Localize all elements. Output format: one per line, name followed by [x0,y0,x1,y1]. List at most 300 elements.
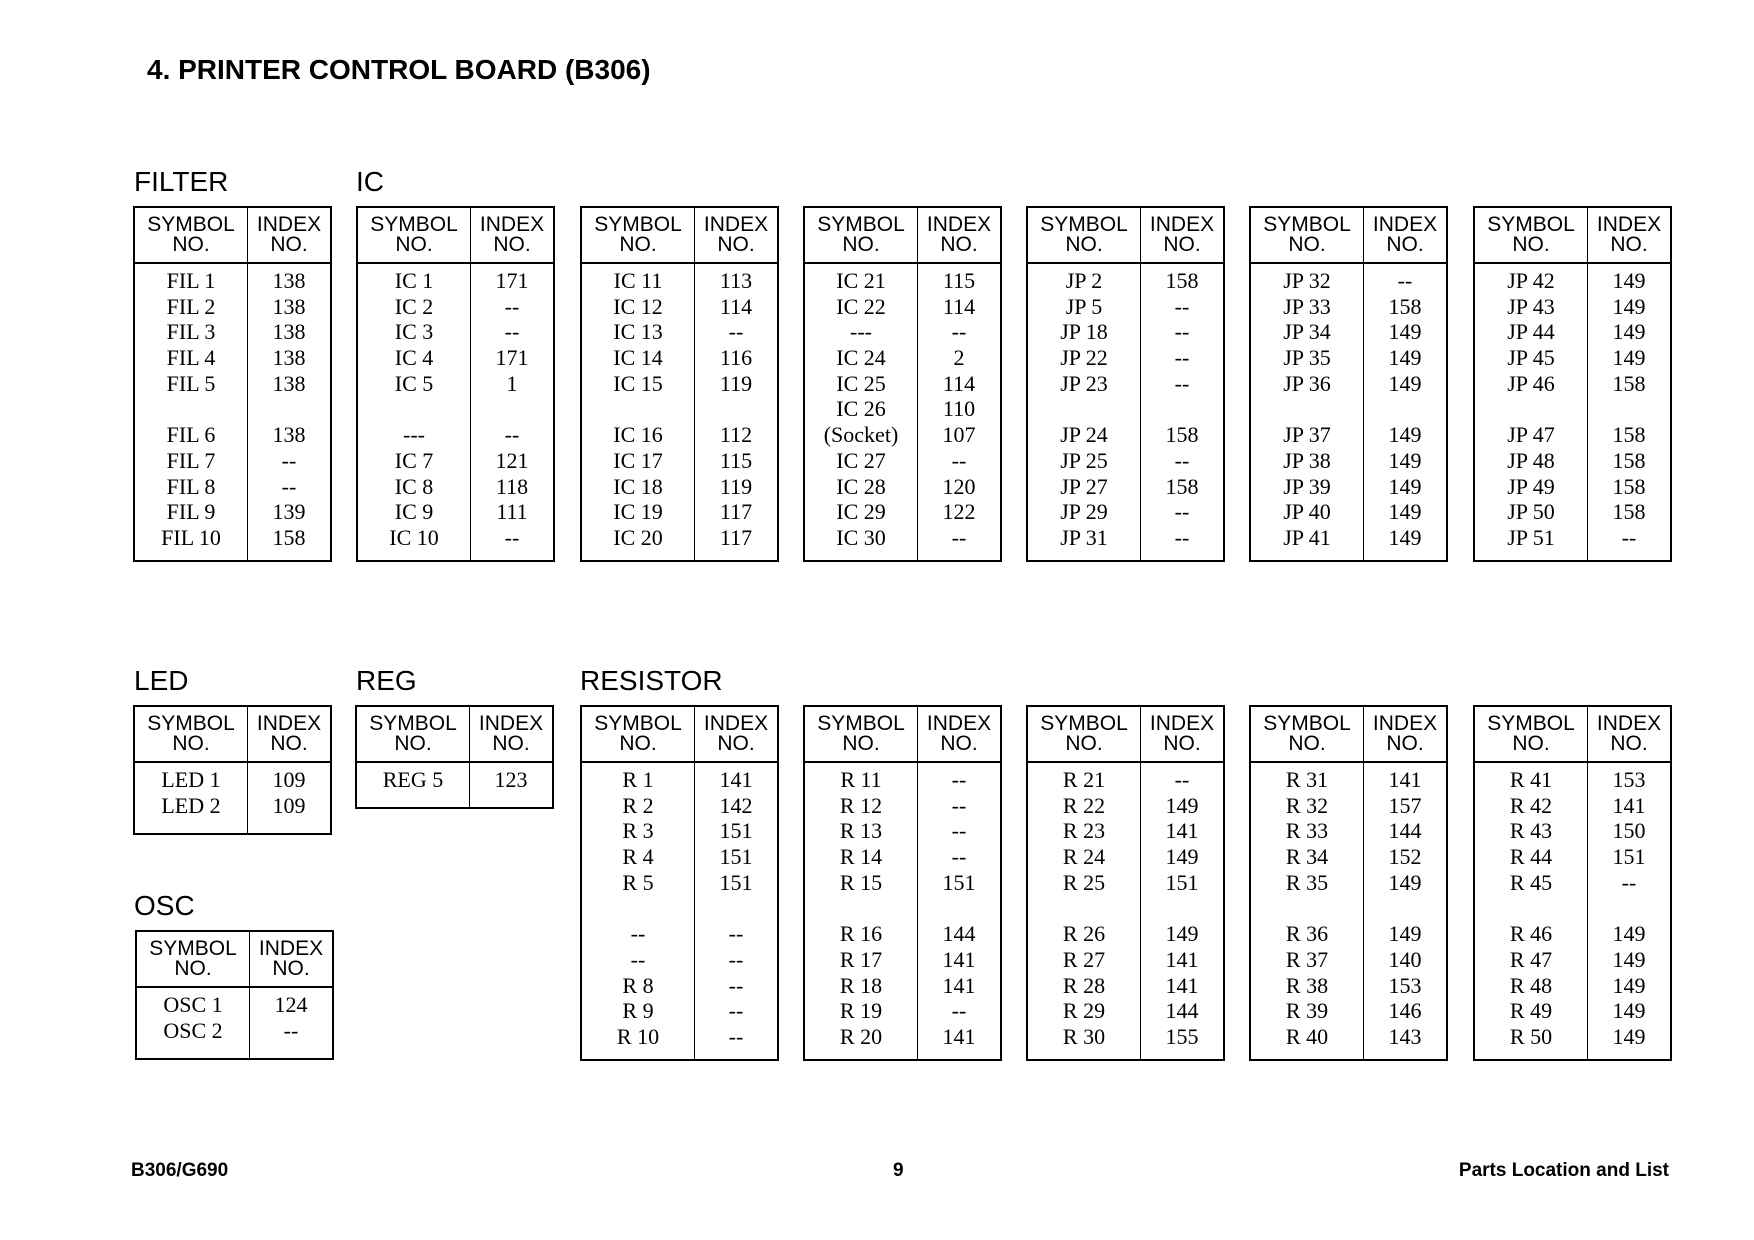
index-cell: 115 [719,447,753,473]
symbol-cell: R 40 [1285,1023,1329,1049]
header-text: NO. [1512,233,1550,256]
index-cell: 119 [719,473,753,499]
table-header [582,208,777,264]
symbol-cell: IC 10 [389,524,439,550]
index-cell: 149 [1388,345,1422,371]
header-text: INDEX [703,712,769,735]
index-no-header [1588,707,1670,761]
table-header [1028,208,1223,264]
symbol-cell: JP 43 [1507,293,1555,319]
symbol-cell: JP 22 [1060,345,1108,371]
header-text: NO. [1610,233,1648,256]
section-label-filter: FILTER [134,166,229,197]
header-text: NO. [1163,233,1201,256]
symbol-cell: JP 31 [1060,524,1108,550]
symbol-cell: R 26 [1062,921,1106,947]
symbol-no-header [805,208,918,262]
symbol-column [357,763,470,808]
header-text: INDEX [703,213,769,236]
header-text: INDEX [258,937,324,960]
index-no-header [1141,707,1223,761]
table-header [357,707,552,763]
symbol-cell: FIL 3 [166,319,216,345]
index-cell: -- [1174,293,1190,319]
index-cell: 141 [1165,818,1199,844]
index-no-header [918,208,1000,262]
symbol-cell: (Socket) [823,422,899,448]
index-cell: -- [951,767,967,792]
section-label-resistor: RESISTOR [580,665,723,696]
symbol-cell: IC 18 [613,473,663,499]
index-cell: -- [1174,524,1190,550]
symbol-cell: R 45 [1509,869,1553,895]
index-cell: 141 [1165,946,1199,972]
symbol-column [582,763,695,1060]
symbol-cell: REG 5 [382,767,444,792]
symbol-cell: JP 44 [1507,319,1555,345]
index-cell: 144 [942,921,976,947]
symbol-no-header [135,208,248,262]
header-text: INDEX [1149,213,1215,236]
index-cell: -- [281,473,297,499]
symbol-no-header [1028,707,1141,761]
symbol-cell: R 9 [622,998,654,1024]
symbol-cell: JP 2 [1065,268,1103,293]
symbol-column [1251,763,1364,1060]
index-cell: 149 [1612,921,1646,947]
header-text: NO. [1288,233,1326,256]
index-column [248,763,330,834]
index-cell: 149 [1612,293,1646,319]
index-cell: 139 [272,499,306,525]
index-cell: 149 [1612,268,1646,293]
symbol-cell: IC 29 [836,499,886,525]
symbol-cell: R 11 [840,767,882,792]
table-header [1251,707,1446,763]
header-text: SYMBOL [1040,712,1128,735]
symbol-cell: JP 18 [1060,319,1108,345]
index-cell [695,396,777,422]
index-cell: 120 [942,473,976,499]
header-text: NO. [717,732,755,755]
index-cell: 153 [1388,972,1422,998]
symbol-cell: R 39 [1285,998,1329,1024]
index-cell: 119 [719,370,753,396]
header-text: NO. [1065,732,1103,755]
symbol-cell: --- [850,319,872,345]
symbol-cell: R 23 [1062,818,1106,844]
header-text: INDEX [926,213,992,236]
symbol-cell: FIL 2 [166,293,216,319]
index-cell: 118 [495,473,529,499]
index-cell: 1 [506,370,518,396]
index-cell: -- [504,293,520,319]
footer-page-number: 9 [893,1160,904,1181]
header-text: NO. [842,732,880,755]
index-cell: -- [951,447,967,473]
filter-table [133,206,332,562]
symbol-cell: JP 47 [1507,422,1555,448]
header-text: SYMBOL [817,712,905,735]
index-no-header [1364,208,1446,262]
header-text: NO. [493,233,531,256]
symbol-cell: FIL 1 [166,268,216,293]
ic-table-2 [580,206,779,562]
symbol-cell: JP 45 [1507,345,1555,371]
index-column [470,763,552,808]
symbol-cell: IC 2 [394,293,434,319]
symbol-no-header [135,707,248,761]
index-column [471,264,553,561]
index-cell: -- [951,319,967,345]
symbol-column [582,264,695,561]
index-cell: 149 [1165,792,1199,818]
symbol-cell: IC 30 [836,524,886,550]
index-cell: 149 [1388,499,1422,525]
symbol-cell [135,396,247,422]
index-cell: -- [728,921,744,947]
symbol-cell: IC 12 [613,293,663,319]
index-cell: 141 [1165,972,1199,998]
jp-table-2 [1249,206,1448,562]
index-cell: 158 [1612,422,1646,448]
symbol-cell: IC 25 [836,370,886,396]
index-cell: -- [1621,869,1637,895]
index-column [248,264,330,561]
symbol-cell: R 4 [622,844,654,870]
symbol-cell: JP 46 [1507,370,1555,396]
index-cell: 171 [495,345,529,371]
symbol-cell: FIL 7 [166,447,216,473]
header-text: NO. [272,957,310,980]
symbol-column [1475,264,1588,561]
symbol-no-header [1251,208,1364,262]
symbol-cell: IC 22 [836,293,886,319]
symbol-cell: JP 50 [1507,499,1555,525]
index-cell: -- [504,524,520,550]
symbol-cell: JP 51 [1507,524,1555,550]
table-header [1475,707,1670,763]
index-cell: 149 [1388,473,1422,499]
symbol-cell: R 2 [622,792,654,818]
footer-model: B306/G690 [131,1160,229,1181]
index-cell: -- [728,1023,744,1049]
symbol-cell: JP 49 [1507,473,1555,499]
header-text: SYMBOL [817,213,905,236]
index-cell: -- [951,524,967,550]
index-cell: 149 [1612,345,1646,371]
symbol-cell: LED 2 [161,792,221,818]
table-header [805,208,1000,264]
symbol-column [135,763,248,834]
symbol-cell: R 8 [622,972,654,998]
table-header [582,707,777,763]
symbol-column [1251,264,1364,561]
index-cell: 115 [942,268,976,293]
index-cell: 158 [1388,293,1422,319]
symbol-cell: R 25 [1062,869,1106,895]
index-cell: 138 [272,422,306,448]
header-text: SYMBOL [147,712,235,735]
symbol-cell: R 35 [1285,869,1329,895]
index-cell: 151 [719,844,753,870]
symbol-cell [1251,396,1363,422]
header-text: NO. [395,233,433,256]
symbol-no-header [357,707,470,761]
symbol-cell: FIL 6 [166,422,216,448]
header-text: NO. [174,957,212,980]
symbol-cell: R 29 [1062,998,1106,1024]
index-cell [1364,895,1446,921]
index-cell: -- [728,319,744,345]
symbol-cell: FIL 8 [166,473,216,499]
index-cell: -- [504,319,520,345]
index-cell: -- [951,792,967,818]
symbol-cell: JP 37 [1283,422,1331,448]
index-no-header [1588,208,1670,262]
index-cell: 122 [942,499,976,525]
symbol-cell: R 34 [1285,844,1329,870]
index-cell [1588,396,1670,422]
symbol-cell: IC 20 [613,524,663,550]
index-cell: 144 [1165,998,1199,1024]
index-cell: 151 [942,869,976,895]
symbol-cell: R 47 [1509,946,1553,972]
index-cell: 158 [1612,473,1646,499]
symbol-cell: OSC 1 [163,992,223,1017]
header-text: SYMBOL [369,712,457,735]
symbol-cell [582,895,694,921]
index-cell [1588,895,1670,921]
symbol-cell: --- [403,422,425,448]
header-text: NO. [270,233,308,256]
index-cell: -- [1397,268,1413,293]
header-text: SYMBOL [594,213,682,236]
section-label-osc: OSC [134,890,195,921]
symbol-cell: FIL 10 [161,524,221,550]
symbol-column [137,988,250,1059]
index-cell: 113 [719,268,753,293]
header-text: NO. [172,233,210,256]
resistor-table-5 [1473,705,1672,1061]
index-cell: -- [951,818,967,844]
symbol-cell: R 14 [839,844,883,870]
symbol-cell: R 43 [1509,818,1553,844]
index-cell: -- [951,998,967,1024]
symbol-cell: IC 24 [836,345,886,371]
index-cell: -- [1174,767,1190,792]
header-text: NO. [1512,732,1550,755]
symbol-cell: LED 1 [161,767,221,792]
header-text: NO. [717,233,755,256]
index-cell: 158 [272,524,306,550]
header-text: INDEX [1149,712,1215,735]
index-cell: 109 [272,767,306,792]
index-column [1141,763,1223,1060]
symbol-no-header [805,707,918,761]
index-cell: 138 [272,293,306,319]
symbol-cell: R 12 [839,792,883,818]
index-cell: 144 [1388,818,1422,844]
index-column [1141,264,1223,561]
symbol-cell: IC 28 [836,473,886,499]
index-column [695,264,777,561]
index-cell: 158 [1165,422,1199,448]
symbol-cell: R 30 [1062,1023,1106,1049]
symbol-cell: IC 21 [836,268,886,293]
symbol-cell: R 16 [839,921,883,947]
index-cell: 138 [272,319,306,345]
header-text: NO. [1288,732,1326,755]
table-header [1028,707,1223,763]
section-label-led: LED [134,665,189,696]
section-label-reg: REG [356,665,417,696]
index-cell: 141 [1388,767,1422,792]
index-cell: 149 [1612,972,1646,998]
table-header [137,932,332,988]
index-cell: 138 [272,370,306,396]
symbol-cell: IC 4 [394,345,434,371]
resistor-table-3 [1026,705,1225,1061]
index-column [695,763,777,1060]
symbol-cell: JP 5 [1065,293,1103,319]
index-cell: 151 [719,818,753,844]
index-cell: -- [728,946,744,972]
symbol-cell: R 1 [622,767,654,792]
index-column [1364,763,1446,1060]
symbol-cell: IC 11 [613,268,663,293]
header-text: INDEX [1372,213,1438,236]
symbol-cell: IC 5 [394,370,434,396]
index-column [250,988,332,1059]
symbol-cell: FIL 9 [166,499,216,525]
index-cell: 158 [1612,370,1646,396]
index-cell: 141 [1612,792,1646,818]
index-no-header [695,707,777,761]
led-table [133,705,332,835]
index-cell: 138 [272,345,306,371]
symbol-cell: IC 16 [613,422,663,448]
index-no-header [1364,707,1446,761]
symbol-cell: R 21 [1062,767,1106,792]
index-cell: 157 [1388,792,1422,818]
symbol-column [1028,264,1141,561]
index-cell: 140 [1388,946,1422,972]
header-text: SYMBOL [1263,712,1351,735]
header-text: SYMBOL [1263,213,1351,236]
page-title: 4. PRINTER CONTROL BOARD (B306) [147,54,651,85]
index-no-header [470,707,552,761]
symbol-cell: IC 17 [613,447,663,473]
symbol-no-header [1475,707,1588,761]
index-cell: 111 [496,499,528,525]
index-cell: 107 [942,422,976,448]
index-cell: 153 [1612,767,1646,792]
index-cell: 149 [1612,946,1646,972]
index-cell [695,895,777,921]
symbol-cell: R 31 [1285,767,1329,792]
symbol-cell: R 20 [839,1023,883,1049]
index-cell: -- [504,422,520,448]
symbol-cell: JP 24 [1060,422,1108,448]
index-no-header [250,932,332,986]
index-no-header [471,208,553,262]
index-cell: 158 [1165,473,1199,499]
index-cell: -- [728,972,744,998]
index-cell: 149 [1612,1023,1646,1049]
header-text: NO. [1386,233,1424,256]
symbol-cell: JP 39 [1283,473,1331,499]
index-no-header [695,208,777,262]
symbol-cell: IC 9 [394,499,434,525]
index-cell: 149 [1165,844,1199,870]
symbol-column [135,264,248,561]
index-cell: 151 [1165,869,1199,895]
symbol-cell: R 42 [1509,792,1553,818]
symbol-cell: R 19 [839,998,883,1024]
symbol-cell: R 17 [839,946,883,972]
symbol-cell: R 50 [1509,1023,1553,1049]
header-text: INDEX [1596,712,1662,735]
symbol-cell: JP 29 [1060,499,1108,525]
symbol-cell: JP 25 [1060,447,1108,473]
symbol-no-header [1028,208,1141,262]
index-cell: 149 [1388,319,1422,345]
symbol-cell: R 24 [1062,844,1106,870]
symbol-cell [1475,396,1587,422]
symbol-cell: R 15 [839,869,883,895]
symbol-cell: IC 8 [394,473,434,499]
symbol-cell: JP 32 [1283,268,1331,293]
symbol-cell: R 5 [622,869,654,895]
symbol-column [1475,763,1588,1060]
index-cell: 149 [1388,869,1422,895]
symbol-cell: R 49 [1509,998,1553,1024]
index-cell: 149 [1612,319,1646,345]
header-text: NO. [492,732,530,755]
symbol-cell [1475,895,1587,921]
symbol-cell: JP 48 [1507,447,1555,473]
table-header [135,208,330,264]
symbol-cell: IC 14 [613,345,663,371]
symbol-cell: JP 35 [1283,345,1331,371]
resistor-table-4 [1249,705,1448,1061]
symbol-cell: OSC 2 [163,1017,223,1043]
symbol-cell: R 33 [1285,818,1329,844]
index-cell: 142 [719,792,753,818]
index-cell: -- [1174,370,1190,396]
header-text: NO. [619,732,657,755]
index-cell: 110 [942,396,976,422]
header-text: INDEX [479,213,545,236]
symbol-cell [1028,895,1140,921]
index-cell: 152 [1388,844,1422,870]
header-text: NO. [619,233,657,256]
index-no-header [248,208,330,262]
symbol-no-header [582,707,695,761]
symbol-cell: -- [630,921,646,947]
index-cell [918,895,1000,921]
index-cell: 2 [953,345,965,371]
index-cell: 158 [1612,499,1646,525]
header-text: SYMBOL [1487,712,1575,735]
symbol-cell: R 18 [839,972,883,998]
symbol-cell [1028,396,1140,422]
index-cell: -- [281,447,297,473]
index-cell: 114 [942,370,976,396]
symbol-cell: JP 36 [1283,370,1331,396]
symbol-cell: JP 23 [1060,370,1108,396]
